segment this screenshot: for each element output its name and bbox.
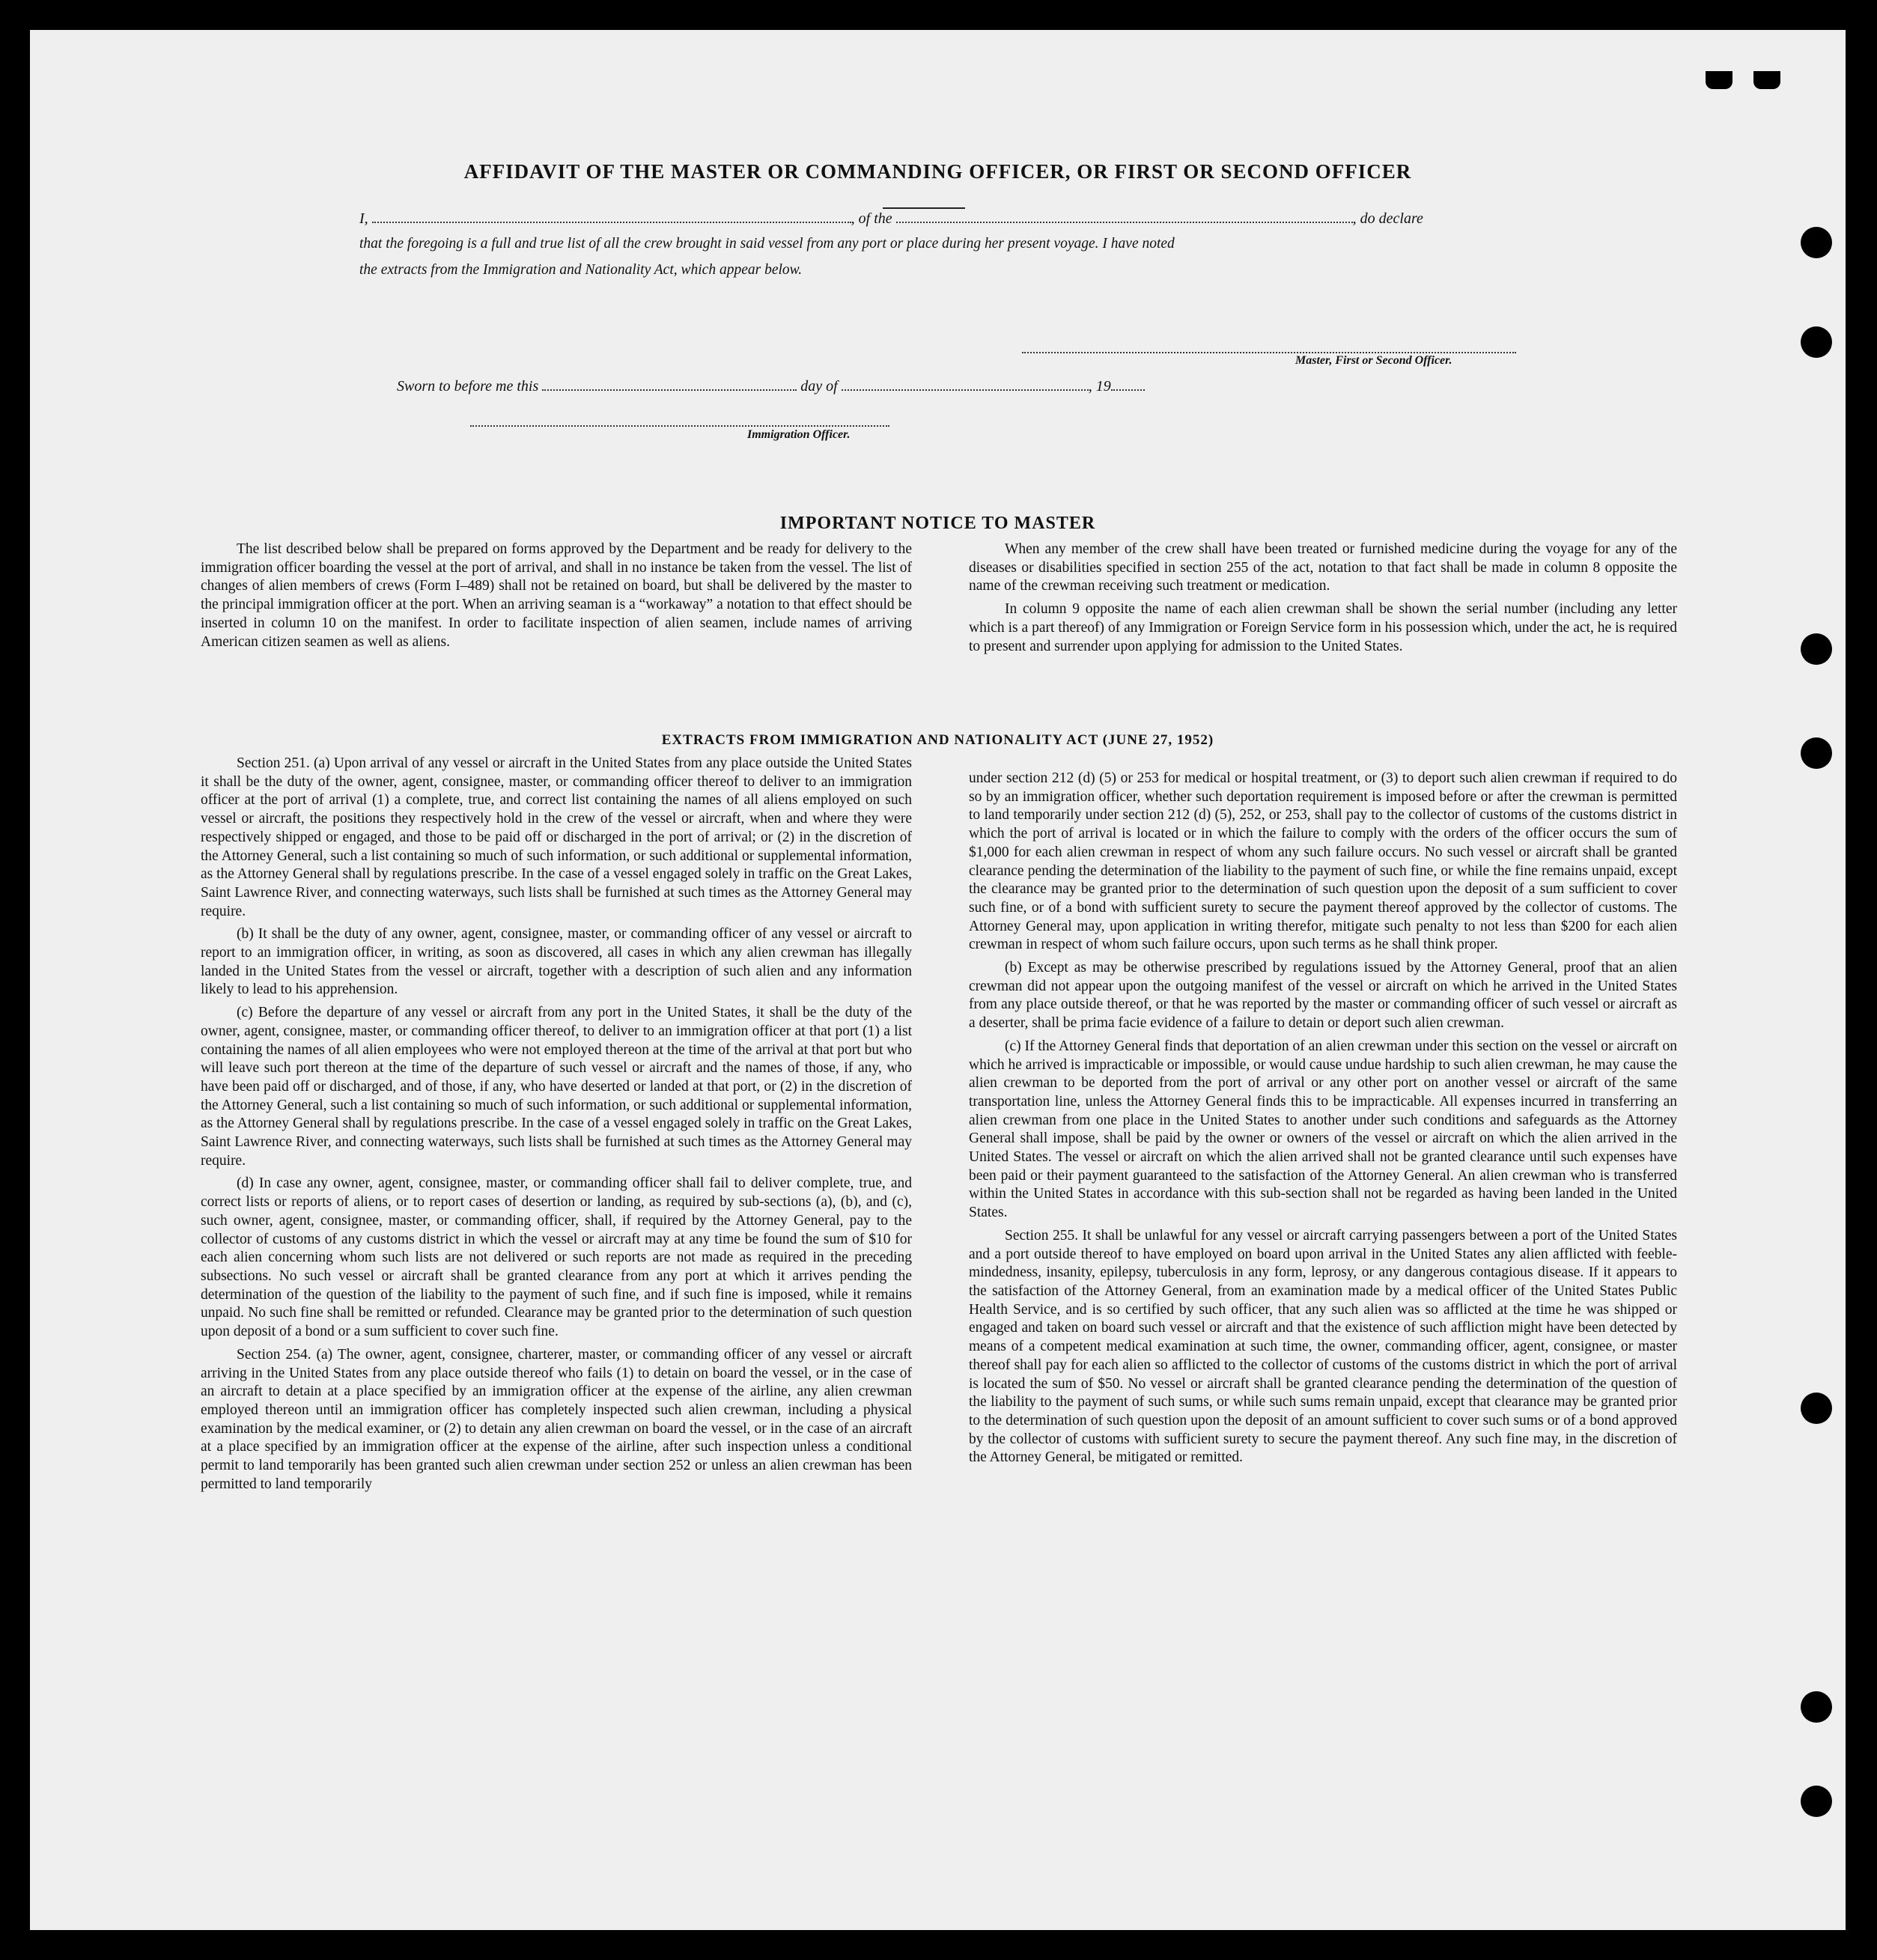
declaration-line [359, 208, 1535, 228]
notice-right-paragraph-2: In column 9 opposite the name of each alien crewman shall be shown the serial number (including any letter which is a part thereof) of any Immigration or Foreign Service form in his possession which, under the act, he is required to present and surrender upon applying for admission to the United States. [969, 601, 1677, 654]
day-field[interactable] [542, 376, 797, 391]
binder-tab-left [1706, 71, 1733, 89]
sworn-line [397, 376, 1370, 395]
declaration-i: I, [359, 210, 368, 227]
section-251-c: (c) Before the departure of any vessel or aircraft from any port in the United States, it shall be the duty of the owner, agent, consignee, master, or commanding officer thereof, to deliver to an immigration officer at that port (1) a list containing the names of all alien employees who were not employed thereon at the time of the arrival at that port but who will leave such port thereon at the time of the departure of such vessel or aircraft and the names of those, if any, who have been paid off or discharged, and of those, if any, who have deserted or landed at that port, or (2) in the discretion of the Attorney General, such a list containing so much of such information, or such additional or supplemental information, as the Attorney General shall by regulations prescribe. In the case of a vessel engaged solely in traffic on the Great Lakes, Saint Lawrence River, and connecting waterways, such lists shall be furnished at such times as the Attorney General may require. [201, 1005, 912, 1169]
declaration-of-the: , of the [851, 210, 892, 227]
officer-signature-field[interactable] [470, 412, 889, 427]
year-field[interactable] [1111, 376, 1145, 391]
section-254-a-continued: under section 212 (d) (5) or 253 for medical or hospital treatment, or (3) to deport such alien crewman if required to do so by an immigration officer, whether such deportation requirement is imposed before or after the crewman is permitted to land temporarily under section 212 (d) (5), 252, or 253, shall pay to the collector of customs of the customs district in which the port of arrival is located or in which the failure to comply with the orders of the officer occurs the sum of $1,000 for each alien crewman in respect of whom any such failure occurs. No such vessel or aircraft shall be granted clearance pending the determination of the liability to the payment of such fine, or while the fine remains unpaid, except the clearance may be granted prior to the determination of such question upon the deposit of a sum sufficient to cover such fine, or of a bond with sufficient surety to secure the payment thereof approved by the collector of customs. The Attorney General may, upon application in writing therefor, mitigate such penalty to not less than $200 for each alien crewman in respect of whom such failure occurs, upon such terms as he shall think proper. [969, 770, 1677, 953]
month-field[interactable] [842, 376, 1089, 391]
section-251-a: Section 251. (a) Upon arrival of any vessel or aircraft in the United States from any place outside the United States it shall be the duty of the owner, agent, consignee, master, or commanding officer thereof to deliver to an immigration officer at the port of arrival (1) a complete, true, and correct list containing the names of all aliens employed on such vessel or aircraft, the positions they respectively hold in the crew of the vessel or aircraft, when and where they were respectively shipped or engaged, and those to be paid off or discharged in the port of arrival; or (2) in the discretion of the Attorney General, such a list containing so much of such information, or such additional or supplemental information, as the Attorney General shall by regulations prescribe. In the case of a vessel engaged solely in traffic on the Great Lakes, Saint Lawrence River, and connecting waterways, such lists shall be furnished at such times as the Attorney General may require. [201, 755, 912, 919]
affidavit-title: AFFIDAVIT OF THE MASTER OR COMMANDING OFFICER, OR FIRST OR SECOND OFFICER [463, 160, 1412, 183]
year-label: , 19 [1088, 378, 1111, 395]
name-field[interactable] [372, 208, 851, 223]
punch-hole [1801, 326, 1832, 358]
extracts-title: EXTRACTS FROM IMMIGRATION AND NATIONALITY ACT (JUNE 27, 1952) [661, 732, 1214, 748]
section-254-c: (c) If the Attorney General finds that deportation of an alien crewman under this section on the vessel or aircraft on which he arrived is impracticable or impossible, or would cause undue hardship to such alien crewman, he may cause the alien crewman to be deported from the port of arrival or any other port on another vessel or aircraft of the same transportation line, unless the Attorney General finds this to be impracticable. All expenses incurred in transferring an alien crewman from one place in the United States to another under such conditions and safeguards as the Attorney General shall impose, shall be paid by the owner or owners of the vessel or aircraft on which the alien arrived in the United States. The vessel or aircraft on which the alien arrived shall not be granted clearance until such expenses have been paid or their payment guaranteed to the satisfaction of the Attorney General. An alien crewman who is transferred within the United States in accordance with this sub-section shall not be regarded as having been landed in the United States. [969, 1038, 1677, 1221]
sworn-label: Sworn to before me this [397, 378, 539, 395]
vessel-field[interactable] [896, 208, 1353, 223]
punch-hole [1801, 1691, 1832, 1723]
section-254-a: Section 254. (a) The owner, agent, consignee, charterer, master, or commanding officer of any vessel or aircraft arriving in the United States from any place outside thereof who fails (1) to detain on board the vessel, or in the case of an aircraft to detain at a place specified by an immigration officer at the expense of the airline, any alien crewman employed thereon until an immigration officer has completely inspected such alien crewman, including a physical examination by the medical examiner, or (2) to detain any alien crewman on board the vessel, or in the case of an aircraft at a place specified by an immigration officer at the expense of the airline, after such inspection unless a conditional permit to land temporarily has been granted such alien crewman under section 252 or unless an alien crewman has been permitted to land temporarily [201, 1346, 912, 1492]
extracts-right-column [969, 770, 1677, 1472]
notice-left-paragraph: The list described below shall be prepared on forms approved by the Department and be ready for delivery to the immigration officer boarding the vessel at the port of arrival, and shall in no instance be taken from the vessel. The list of changes of alien members of crews (Form I–489) shall not be retained on board, but shall be delivered by the master to the principal immigration officer at the port. When an arriving seaman is a “workaway” a notation to that effect should be inserted in column 10 on the manifest. In order to facilitate inspection of alien seamen, include names of arriving American citizen seamen as well as aliens. [201, 541, 912, 650]
section-251-d: (d) In case any owner, agent, consignee, master, or commanding officer shall fail to deliver complete, true, and correct lists or reports of aliens, or to report cases of desertion or landing, as required by sub-sections (a), (b), and (c), such owner, agent, consignee, master, or commanding officer, shall, if required by the Attorney General, pay to the collector of customs of any customs district in which the vessel or aircraft may at any time be found the sum of $10 for each alien concerning whom such lists are not delivered or such reports are not made as required in the preceding subsections. No such vessel or aircraft shall be granted clearance from any port at which it arrives pending the determination of the question of the liability to the payment of such fine, and if such fine is imposed, while it remains unpaid. No such fine shall be remitted or refunded. Clearance may be granted prior to the determination of such question upon deposit of a bond or a sum sufficient to cover such fine. [201, 1175, 912, 1340]
master-signature-field[interactable] [1022, 338, 1516, 353]
section-254-b: (b) Except as may be otherwise prescribed by regulations issued by the Attorney General, proof that an alien crewman did not appear upon the outgoing manifest of the vessel or aircraft on which he arrived in the United States from any place outside thereof, or that he was reported by the master or commanding officer of such vessel or aircraft as a deserter, shall be prima facie evidence of a failure to detain or deport such alien crewman. [969, 960, 1677, 1032]
section-255: Section 255. It shall be unlawful for any vessel or aircraft carrying passengers between a port of the United States and a port outside thereof to have employed on board upon arrival in the United States any alien afflicted with feeble-mindedness, insanity, epilepsy, tuberculosis in any form, leprosy, or any dangerous contagious disease. If it appears to the satisfaction of the Attorney General, from an examination made by a medical officer of the United States Public Health Service, and is so certified by such officer, that any such alien was so afflicted at the time he was shipped or engaged and taken on board such vessel or aircraft and that the existence of such affliction might have been detected by means of a competent medical examination at such time, the owner, commanding officer, agent, consignee, or master thereof shall pay for each alien so afflicted to the collector of customs of the customs district in which the port of arrival is located the sum of $50. No vessel or aircraft shall be granted clearance pending the determination of the question of the liability to the payment of such sums, or while such sums remain unpaid, except that clearance may be granted prior to the determination of such question upon the deposit of an amount sufficient to cover such sums or of a bond approved by the collector of customs with sufficient surety to secure the payment thereof. Any such fine may, in the discretion of the Attorney General, be mitigated or remitted. [969, 1227, 1677, 1466]
section-251-b: (b) It shall be the duty of any owner, agent, consignee, master, or commanding officer of any vessel or aircraft to report to an immigration officer, in writing, as soon as discovered, all cases in which any alien crewman has illegally landed in the United States from the vessel or aircraft, together with a description of such alien and any information likely to lead to his apprehension. [201, 926, 912, 998]
extracts-left-column [201, 755, 912, 1498]
notice-right-column [969, 541, 1677, 660]
punch-hole [1801, 227, 1832, 258]
master-caption: Master, First or Second Officer. [1295, 354, 1452, 367]
binder-tab-right [1753, 71, 1780, 89]
notice-right-paragraph-1: When any member of the crew shall have been treated or furnished medicine during the voyage for any of the diseases or disabilities specified in section 255 of the act, notation to that fact shall be made in column 8 opposite the name of the crewman receiving such treatment or medication. [969, 541, 1677, 594]
document-page [30, 30, 1846, 1930]
notice-title: IMPORTANT NOTICE TO MASTER [779, 514, 1096, 533]
day-of-label: day of [800, 378, 838, 395]
declaration-do-declare: , do declare [1352, 210, 1423, 227]
declaration-statement-1: that the foregoing is a full and true list of all the crew brought in said vessel from any port or place during her present voyage. I have noted [359, 236, 1175, 252]
officer-caption: Immigration Officer. [747, 428, 851, 441]
punch-hole [1801, 1786, 1832, 1817]
punch-hole [1801, 633, 1832, 665]
punch-hole [1801, 1393, 1832, 1424]
declaration-statement-2: the extracts from the Immigration and Nationality Act, which appear below. [359, 262, 803, 278]
notice-left-column [201, 541, 912, 656]
